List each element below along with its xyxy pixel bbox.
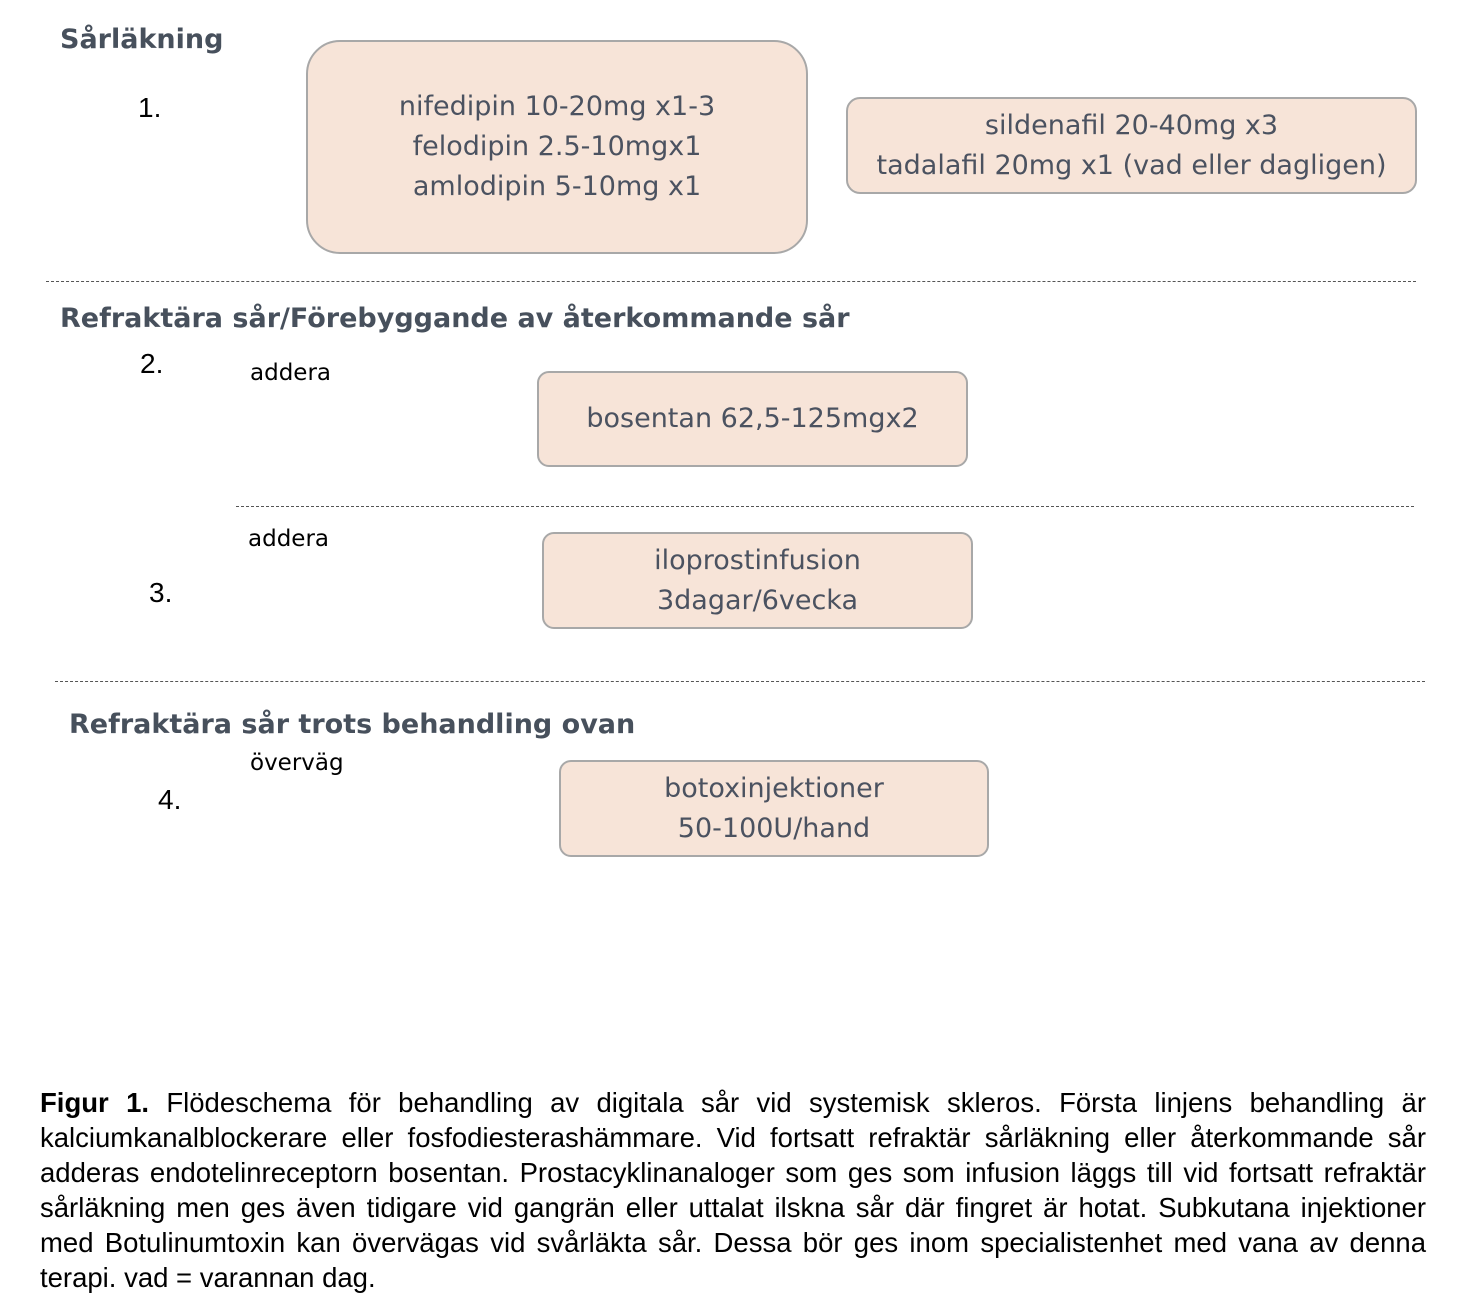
step-verb-consider: överväg [250,750,344,776]
box-line: 50-100U/hand [677,812,871,844]
box-line: amlodipin 5-10mg x1 [412,171,702,202]
step-number-3: 3. [149,577,173,608]
box-iloprost [542,532,973,629]
section-divider [55,681,1425,682]
step-verb-add: addera [248,526,329,552]
box-line: tadalafil 20mg x1 (vad eller dagligen) [876,149,1387,181]
box-bosentan [537,371,968,467]
section-title-wound-healing: Sårläkning [60,24,224,55]
box-line: iloprostinfusion [654,544,861,576]
box-calcium-channel-blockers [306,40,808,254]
caption-text: Flödeschema för behandling av digitala sår vid systemisk skleros. Första linjens behandling är kalciumkanalblockerare eller fosfodiesterashämmare. Vid fortsatt refraktär sårläkning eller återkommande sår adderas endotelinreceptorn bosentan. Prostacyklinanaloger som ges som infusion läggs till vid fortsatt refraktär sårläkning men ges även tidigare vid gangrän eller uttalat ilskna sår där fingret är hotat. Subkutana injektioner med Botulinumtoxin kan övervägas vid svårläkta sår. Dessa bör ges inom specialistenhet med vana av denna terapi. vad = varannan dag. [40,1087,1426,1293]
step-verb-add: addera [250,360,331,386]
box-line: botoxinjektioner [664,772,884,804]
figure-caption [40,1085,1426,1295]
section-title-refractory-ulcers: Refraktära sår/Förebyggande av återkommande sår [60,303,850,334]
step-divider [236,506,1414,507]
box-line: 3dagar/6vecka [656,584,859,616]
section-title-refractory-despite-treatment: Refraktära sår trots behandling ovan [69,709,636,740]
step-number-4: 4. [158,784,182,815]
step-number-1: 1. [138,92,162,123]
section-divider [46,281,1416,282]
box-line: nifedipin 10-20mg x1-3 [398,91,716,122]
box-line: felodipin 2.5-10mgx1 [412,131,702,162]
box-botox [559,760,989,857]
box-line: sildenafil 20-40mg x3 [984,109,1279,141]
box-pde5-inhibitors [846,97,1417,194]
box-line: bosentan 62,5-125mgx2 [586,403,919,434]
caption-label: Figur 1. [40,1087,150,1118]
step-number-2: 2. [140,348,164,379]
